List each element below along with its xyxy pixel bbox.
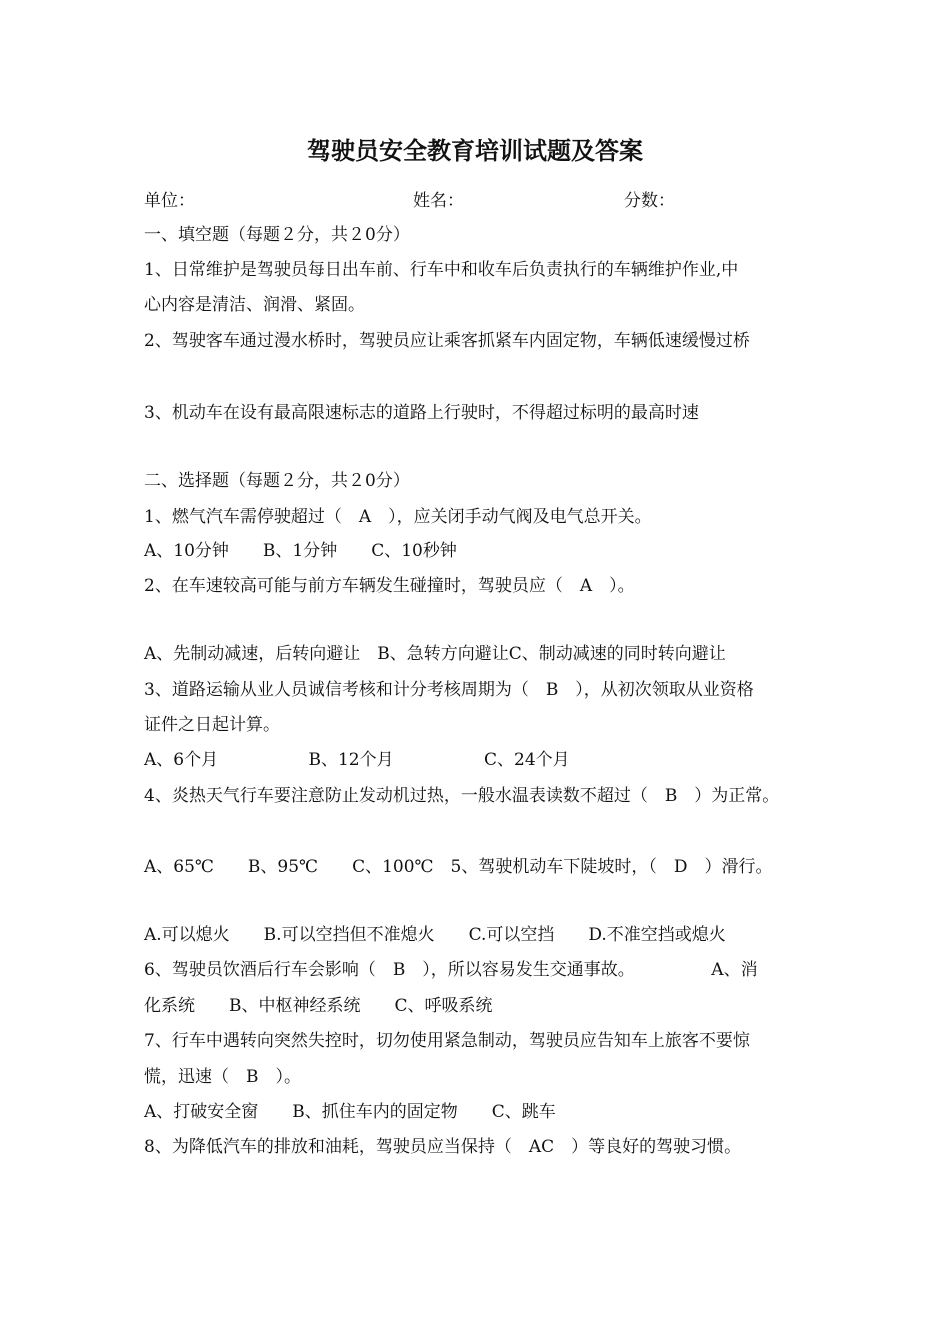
question-line: 3、机动车在设有最高限速标志的道路上行驶时，不得超过标明的最高时速 <box>144 403 699 423</box>
section-heading: 二、选择题（每题２分，共２0分） <box>144 471 410 491</box>
question-line: 慌，迅速（ B ）。 <box>144 1067 301 1087</box>
options-line: A、先制动减速，后转向避让 B、急转方向避让C、制动减速的同时转向避让 <box>144 644 726 664</box>
question-line: 2、驾驶客车通过漫水桥时，驾驶员应让乘客抓紧车内固定物，车辆低速缓慢过桥 <box>144 331 750 351</box>
question-line: 6、驾驶员饮酒后行车会影响（ B ），所以容易发生交通事故。 A、消 <box>144 960 758 980</box>
question-line: 1、日常维护是驾驶员每日出车前、行车中和收车后负责执行的车辆维护作业,中 <box>144 260 739 280</box>
options-line: A、6个月 B、12个月 C、24个月 <box>144 750 570 770</box>
question-line: 8、为降低汽车的排放和油耗，驾驶员应当保持（ AC ）等良好的驾驶习惯。 <box>144 1137 742 1157</box>
question-line: 7、行车中遇转向突然失控时，切勿使用紧急制动，驾驶员应告知车上旅客不要惊 <box>144 1031 750 1051</box>
question-line: 3、道路运输从业人员诚信考核和计分考核周期为（ B ），从初次领取从业资格 <box>144 680 754 700</box>
options-line: A.可以熄火 B.可以空挡但不准熄火 C.可以空挡 D.不准空挡或熄火 <box>144 925 726 945</box>
options-line: A、65℃ B、95℃ C、100℃ 5、驾驶机动车下陡坡时，（ D ）滑行。 <box>144 857 773 877</box>
document-title: 驾驶员安全教育培训试题及答案 <box>307 136 643 165</box>
section-heading: 一、填空题（每题２分，共２0分） <box>144 225 410 245</box>
unit-label: 单位： <box>144 191 195 211</box>
question-line: 2、在车速较高可能与前方车辆发生碰撞时，驾驶员应（ A ）。 <box>144 576 635 596</box>
options-line: 化系统 B、中枢神经系统 C、呼吸系统 <box>144 996 493 1016</box>
question-line: 证件之日起计算。 <box>144 715 280 735</box>
question-line: 1、燃气汽车需停驶超过（ A ），应关闭手动气阀及电气总开关。 <box>144 507 652 527</box>
options-line: A、10分钟 B、1分钟 C、10秒钟 <box>144 541 457 561</box>
question-line: 4、炎热天气行车要注意防止发动机过热，一般水温表读数不超过（ B ）为正常。 <box>144 786 780 806</box>
name-label: 姓名： <box>413 191 464 211</box>
options-line: A、打破安全窗 B、抓住车内的固定物 C、跳车 <box>144 1102 556 1122</box>
question-line: 心内容是清洁、润滑、紧固。 <box>144 295 365 315</box>
score-label: 分数： <box>624 191 675 211</box>
